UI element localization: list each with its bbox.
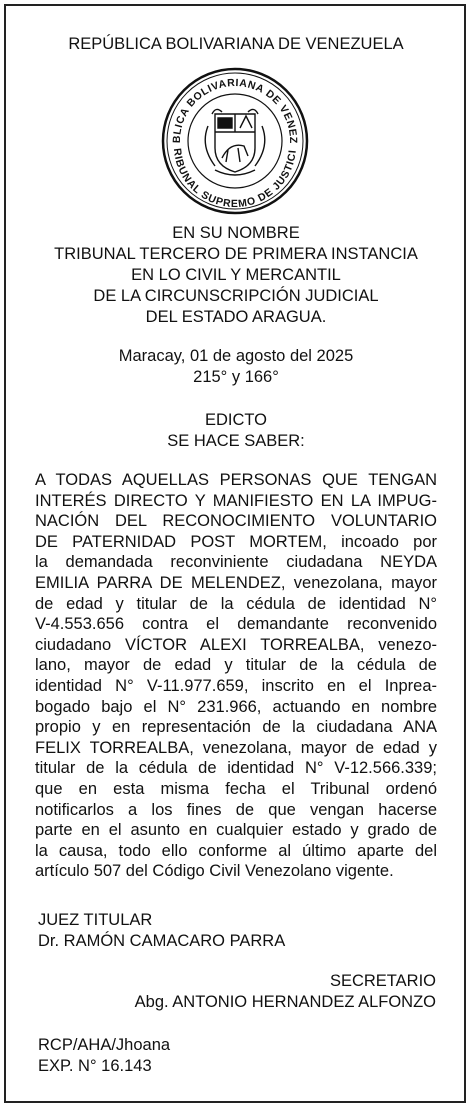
secretary-name: Abg. ANTONIO HERNANDEZ ALFONZO (134, 993, 436, 1011)
place-date: Maracay, 01 de agosto del 2025 (118, 347, 354, 365)
judge-title: JUEZ TITULAR (38, 911, 153, 929)
date-block (0, 346, 472, 388)
judge-signature (38, 910, 285, 952)
body-line: notificarlos a los fines de que vengan hacerse (35, 800, 437, 819)
years-line: 215° y 166° (193, 368, 279, 386)
body-line: V-4.553.656 contra el demandante reconvenido (35, 615, 437, 634)
body-line: DE PATERNIDAD POST MORTEM, incoado por (35, 532, 437, 551)
court-title-block (0, 223, 472, 328)
court-line-5: DEL ESTADO ARAGUA. (145, 308, 327, 326)
judge-name: Dr. RAMÓN CAMACARO PARRA (38, 932, 286, 950)
body-line: titular de la cédula de identidad N° V-12.566.339; (35, 759, 437, 778)
notice-title-block (0, 410, 472, 452)
court-seal (160, 66, 310, 216)
file-number: EXP. N° 16.143 (38, 1057, 152, 1075)
body-line: de edad y titular de la cédula de identidad N° (35, 594, 437, 613)
body-line: que en esta misma fecha el Tribunal ordenó (35, 779, 437, 798)
seal-inner-text: RIBUNAL SUPREMO DE JUSTICI (170, 147, 299, 211)
body-line: NACIÓN DEL RECONOCIMIENTO VOLUNTARIO (35, 512, 437, 531)
court-line-2: TRIBUNAL TERCERO DE PRIMERA INSTANCIA (54, 245, 418, 263)
body-line: A TODAS AQUELLAS PERSONAS QUE TENGAN (35, 471, 437, 489)
notice-title: EDICTO (204, 411, 268, 429)
secretary-title: SECRETARIO (329, 972, 436, 990)
references (38, 1035, 170, 1077)
body-line: INTERÉS DIRECTO Y MANIFIESTO EN LA IMPUG- (35, 491, 437, 510)
notice-body (35, 470, 437, 882)
notice-subtitle: SE HACE SABER: (167, 432, 305, 450)
body-line: EMILIA PARRA DE MELENDEZ, venezolana, mayor (35, 573, 437, 592)
court-line-3: EN LO CIVIL Y MERCANTIL (131, 266, 341, 284)
seal-outer-text: BLICA BOLIVARIANA DE VENEZ (170, 76, 300, 144)
court-line-1: EN SU NOMBRE (172, 224, 300, 242)
body-line: la demandada reconviniente ciudadana NEYDA (35, 553, 437, 572)
body-line: ciudadano VÍCTOR ALEXI TORREALBA, venezo- (35, 635, 437, 654)
republic-heading: REPÚBLICA BOLIVARIANA DE VENEZUELA (68, 35, 404, 53)
body-line: FELIX TORREALBA, venezolana, mayor de edad y (35, 738, 437, 757)
court-line-4: DE LA CIRCUNSCRIPCIÓN JUDICIAL (93, 287, 379, 305)
body-line: la causa, todo ello conforme al último aparte del (35, 841, 437, 860)
seal-icon (160, 66, 310, 216)
body-line: bogado bajo el N° 231.966, actuando en nombre (35, 697, 437, 716)
body-line: identidad N° V-11.977.659, inscrito en el Inprea- (35, 676, 437, 695)
secretary-signature (135, 971, 436, 1013)
reference-initials: RCP/AHA/Jhoana (38, 1036, 171, 1054)
body-line: propio y en representación de la ciudadana ANA (35, 718, 437, 737)
body-line: artículo 507 del Código Civil Venezolano vigente. (35, 862, 394, 881)
body-line: lano, mayor de edad y titular de la cédula de (35, 656, 437, 675)
body-line: parte en el asunto en cualquier estado y grado de (35, 821, 437, 840)
